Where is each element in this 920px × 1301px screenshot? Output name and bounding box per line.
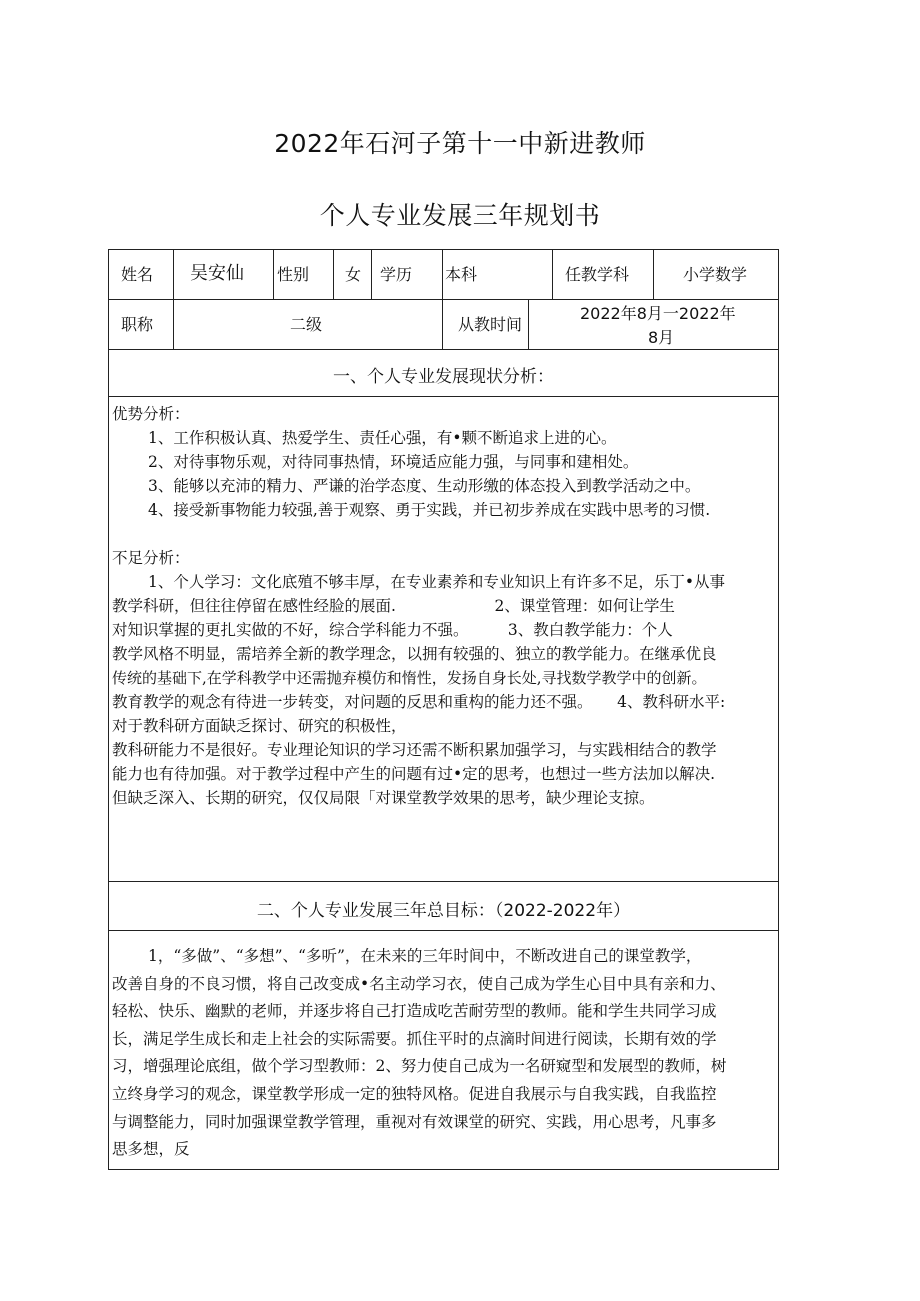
education-label: 学历	[380, 265, 413, 284]
weakness-line: 能力也有待加强。对于教学过程中产生的问题有过•定的思考，也想过一些方法加以解决.	[112, 765, 716, 783]
document-title-line2: 个人专业发展三年规划书	[319, 201, 601, 230]
weakness-line: 但缺乏深入、长期的研究，仅仅局限「对课堂教学效果的思考，缺少理论支掠。	[112, 789, 655, 807]
document-title-line1: 2022年石河子第十一中新进教师	[274, 129, 646, 158]
name-value: 吴安仙	[190, 263, 244, 284]
col-divider	[371, 249, 372, 299]
row-divider	[108, 299, 779, 300]
col-divider	[333, 249, 334, 299]
goal-line: 1，“多做”、“多想”、“多听”，在未来的三年时间中，不断改进自己的课堂教学，	[148, 947, 702, 965]
advantages-title: 优势分析：	[112, 405, 190, 423]
goal-line: 长，满足学生成长和走上社会的实际需要。抓住平时的点滴时间进行阅读，长期有效的学	[112, 1029, 717, 1048]
weakness-line: 1、个人学习：文化底殖不够丰厚，在专业素养和专业知识上有许多不足，乐丁•从事	[148, 573, 726, 591]
subject-label: 任教学科	[565, 265, 630, 284]
section1-body	[112, 402, 776, 810]
teaching-time-label: 从教时间	[458, 315, 523, 334]
col-divider	[442, 249, 443, 349]
goal-line: 思多想，反	[112, 1140, 190, 1159]
education-value: 本科	[445, 265, 478, 284]
goal-line: 立终身学习的观念，课堂教学形成一定的独特风格。促进自我展示与自我实践，自我监控	[112, 1084, 717, 1103]
row-divider	[108, 930, 779, 931]
section1-heading: 一、个人专业发展现状分析：	[333, 367, 554, 387]
row-divider	[108, 396, 779, 397]
col-divider	[552, 249, 553, 299]
teaching-time-value-line2: 8月	[648, 328, 675, 347]
goal-line: 习，增强理论底组，做个学习型教师：2、努力使自己成为一名研窥型和发展型的教师，树	[112, 1057, 727, 1076]
rank-value: 二级	[290, 315, 323, 334]
weakness-line: 传统的基础下,在学科教学中还需抛弃模仿和惰性，发扬自身长处,寻找数学教学中的创新。	[112, 669, 707, 687]
teaching-time-value-line1: 2022年8月一2022年	[580, 304, 736, 323]
weakness-line: 教育教学的观念有待进一步转变，对问题的反思和重构的能力还不强。 4、教科研水平:	[112, 693, 726, 711]
name-label: 姓名	[121, 265, 154, 284]
row-divider	[108, 881, 779, 882]
weakness-title: 不足分析：	[112, 549, 190, 567]
subject-value: 小学数学	[683, 265, 748, 284]
col-divider	[273, 249, 274, 299]
section2-body	[112, 943, 776, 1164]
weakness-line: 教科研能力不是很好。专业理论知识的学习还需不断积累加强学习，与实践相结合的教学	[112, 741, 717, 759]
row-divider	[108, 349, 779, 350]
gender-value: 女	[345, 265, 362, 284]
rank-label: 职称	[121, 315, 154, 334]
weakness-line: 教学科研，但往往停留在感性经脸的展面. 2、课堂管理：如何让学生	[112, 597, 675, 615]
advantage-item: 4、接受新事物能力较强,善于观察、勇于实践，并已初步养成在实践中思考的习惯.	[148, 501, 711, 519]
gender-label: 性别	[277, 265, 310, 284]
advantage-item: 2、对待事物乐观，对待同事热情，环境适应能力强，与同事和建相处。	[148, 453, 639, 471]
goal-line: 改善自身的不良习惯，将自己改变成•名主动学习衣，使自己成为学生心目中具有亲和力、	[112, 974, 726, 993]
weakness-line: 对于教科研方面缺乏探讨、研究的积极性，	[112, 717, 407, 735]
col-divider	[173, 249, 174, 349]
goal-line: 轻松、快乐、幽默的老师，并逐步将自己打造成吃苦耐劳型的教师。能和学生共同学习成	[112, 1002, 717, 1021]
col-divider	[653, 249, 654, 299]
section2-heading: 二、个人专业发展三年总目标：（2022-2022年）	[256, 901, 631, 921]
weakness-line: 教学风格不明显，需培养全新的教学理念，以拥有较强的、独立的教学能力。在继承优良	[112, 645, 717, 663]
weakness-line: 对知识掌握的更扎实做的不好，综合学科能力不强。 3、教白教学能力：个人	[112, 621, 673, 639]
advantage-item: 3、能够以充沛的精力、严谦的治学态度、生动形缴的体态投入到教学活动之中。	[148, 477, 701, 495]
col-divider	[528, 299, 529, 349]
goal-line: 与调整能力，同时加强课堂教学管理，重视对有效课堂的研究、实践，用心思考，凡事多	[112, 1112, 717, 1131]
advantage-item: 1、工作积极认真、热爱学生、责任心强，有•颗不断追求上进的心。	[148, 429, 617, 447]
